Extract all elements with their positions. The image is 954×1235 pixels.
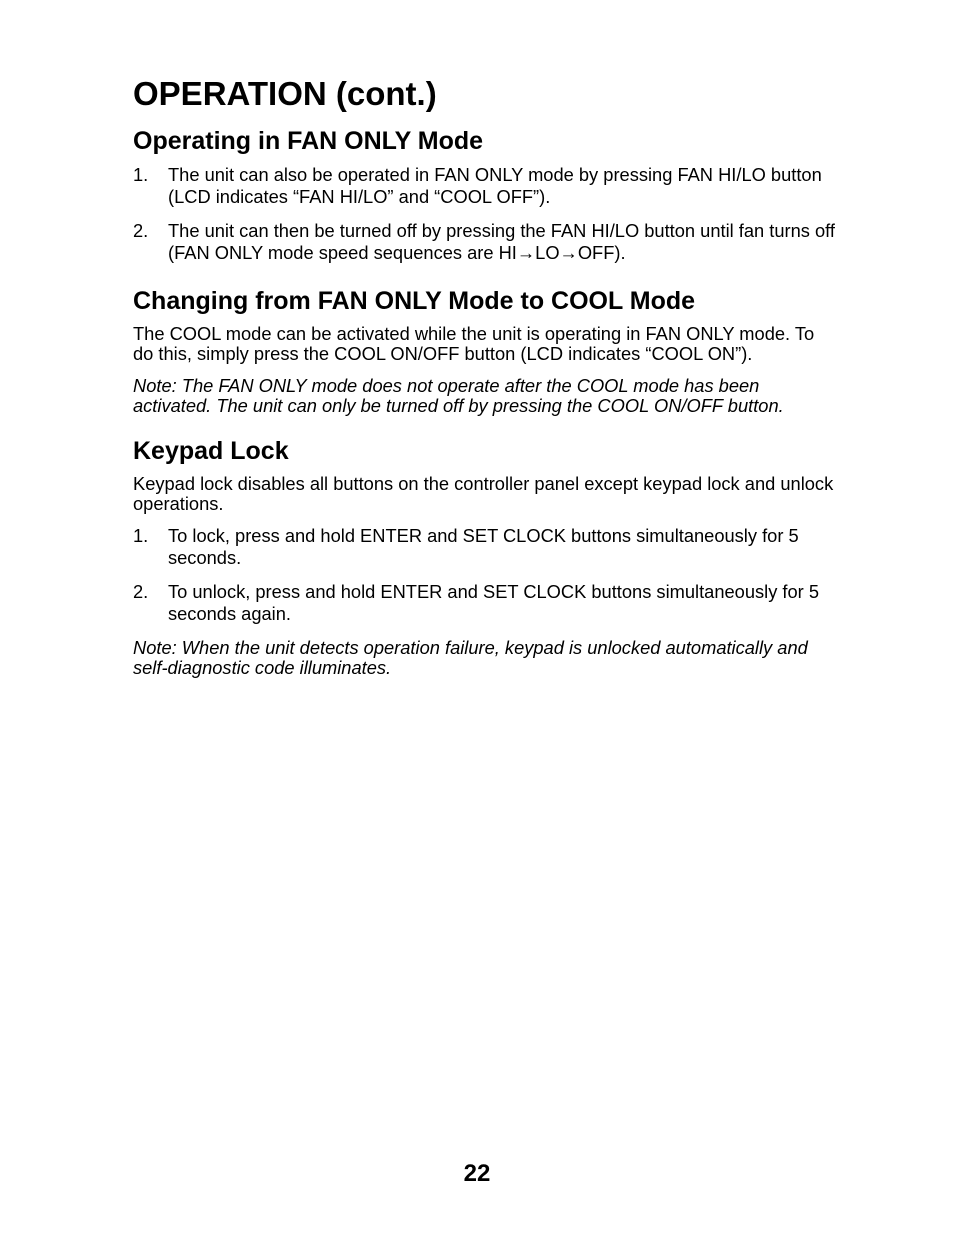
page-title: OPERATION (cont.)	[133, 75, 437, 112]
list-item	[133, 525, 838, 569]
list-text: The unit can also be operated in FAN ONLY mode by pressing FAN HI/LO button (LCD indicates “FAN HI/LO” and “COOL OFF”).	[168, 164, 822, 207]
list-number: 2.	[133, 220, 149, 241]
list-item	[133, 581, 838, 625]
list-text: To unlock, press and hold ENTER and SET CLOCK buttons simultaneously for 5 seconds again.	[168, 581, 820, 624]
list-item	[133, 220, 838, 264]
list-text: The unit can then be turned off by pressing the FAN HI/LO button until fan turns off (FAN ONLY mode speed sequences are HI→LO→OFF).	[168, 220, 835, 263]
section-body: The COOL mode can be activated while the unit is operating in FAN ONLY mode. To do this, simply press the COOL ON/OFF button (LCD indicates “COOL ON”).	[133, 323, 815, 364]
list-number: 2.	[133, 581, 149, 602]
section-body: Keypad lock disables all buttons on the controller panel except keypad lock and unlock operations.	[133, 473, 834, 514]
document-page	[133, 72, 838, 677]
section-note: Note: The FAN ONLY mode does not operate after the COOL mode has been activated. The unit can only be turned off by pressing the COOL ON/OFF button.	[133, 375, 784, 416]
page-number: 22	[463, 1160, 491, 1187]
list-text: To lock, press and hold ENTER and SET CLOCK buttons simultaneously for 5 seconds.	[168, 525, 799, 568]
section-note: Note: When the unit detects operation failure, keypad is unlocked automatically and self-diagnostic code illuminates.	[133, 637, 808, 678]
fan-only-steps	[133, 164, 838, 264]
list-number: 1.	[133, 164, 149, 185]
section-heading-fan-only: Operating in FAN ONLY Mode	[133, 127, 484, 155]
list-item	[133, 164, 838, 208]
section-heading-fan-to-cool: Changing from FAN ONLY Mode to COOL Mode	[133, 287, 696, 315]
keypad-lock-steps	[133, 525, 838, 625]
section-heading-keypad-lock: Keypad Lock	[133, 437, 289, 465]
list-number: 1.	[133, 525, 149, 546]
